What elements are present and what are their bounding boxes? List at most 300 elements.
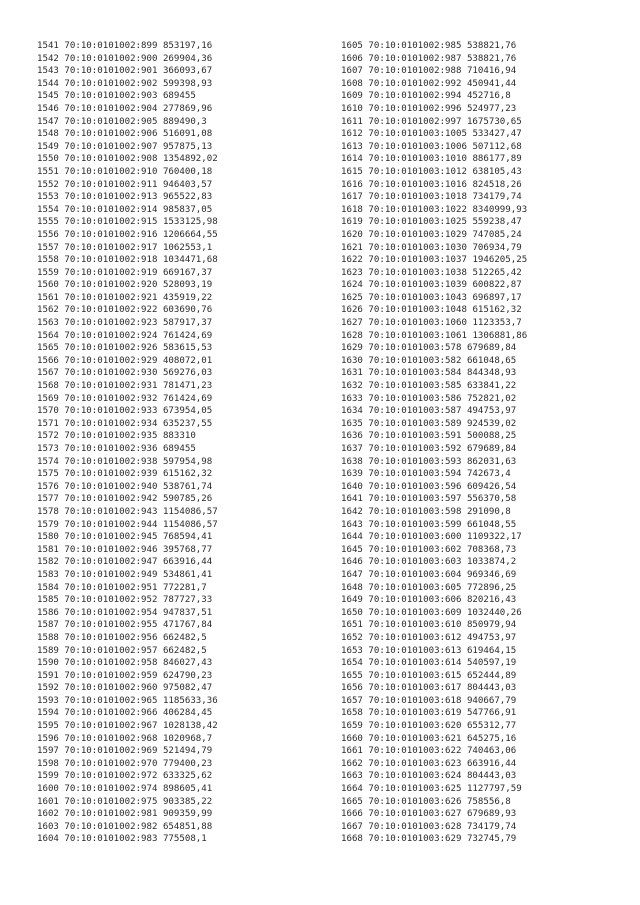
row-number: 1545 [37, 91, 59, 102]
row-number: 1614 [341, 154, 363, 165]
row-number: 1605 [341, 41, 363, 51]
table-row [37, 594, 218, 607]
cadastral-value: 507112,68 [472, 141, 522, 152]
cadastral-value: 669167,37 [162, 267, 213, 278]
table-row [341, 65, 527, 78]
row-number: 1607 [341, 66, 363, 77]
table-row [341, 569, 527, 582]
table-row [37, 204, 218, 217]
cadastral-value: 662482,5 [162, 632, 207, 643]
row-number: 1546 [37, 103, 59, 114]
cadastral-value: 645275,16 [466, 733, 517, 744]
row-number: 1584 [37, 582, 59, 593]
row-number: 1572 [37, 431, 59, 442]
cadastral-value: 824518,26 [472, 179, 522, 190]
cadastral-number: 70:10:0101002:954 [64, 607, 158, 618]
cadastral-number: 70:10:0101003:1012 [368, 166, 467, 177]
cadastral-number: 70:10:0101003:1037 [368, 255, 467, 266]
table-row [341, 833, 527, 846]
cadastral-value: 452716,8 [466, 91, 511, 102]
table-row [341, 153, 527, 166]
row-number: 1658 [341, 708, 363, 719]
cadastral-value: 760400,18 [162, 166, 213, 177]
table-row [341, 443, 527, 456]
row-number: 1649 [341, 595, 363, 606]
table-row [341, 481, 527, 494]
table-row [341, 456, 527, 469]
table-row [341, 405, 527, 418]
table-row [341, 242, 527, 255]
cadastral-value: 1028138,42 [162, 721, 218, 732]
row-number: 1596 [37, 733, 59, 744]
table-row [37, 770, 218, 783]
cadastral-number: 70:10:0101002:951 [64, 582, 158, 593]
cadastral-number: 70:10:0101003:591 [368, 431, 462, 442]
row-number: 1562 [37, 305, 59, 316]
cadastral-value: 1123353,7 [472, 318, 522, 329]
cadastral-number: 70:10:0101002:902 [64, 78, 158, 89]
cadastral-value: 1185633,36 [162, 695, 218, 706]
cadastral-number: 70:10:0101003:619 [368, 708, 462, 719]
row-number: 1647 [341, 569, 363, 580]
row-number: 1547 [37, 116, 59, 127]
cadastral-value: 862031,63 [466, 456, 517, 467]
cadastral-value: 1032440,26 [466, 607, 522, 618]
table-row [37, 141, 218, 154]
cadastral-number: 70:10:0101002:969 [64, 746, 158, 757]
cadastral-number: 70:10:0101002:910 [64, 166, 158, 177]
row-number: 1662 [341, 758, 363, 769]
row-number: 1558 [37, 255, 59, 266]
row-number: 1637 [341, 444, 363, 454]
cadastral-value: 846027,43 [162, 658, 213, 669]
table-row [341, 393, 527, 406]
row-number: 1595 [37, 721, 59, 732]
table-row [341, 582, 527, 595]
row-number: 1565 [37, 343, 59, 354]
cadastral-number: 70:10:0101002:911 [64, 179, 158, 190]
table-row [341, 141, 527, 154]
row-number: 1613 [341, 141, 363, 152]
cadastral-number: 70:10:0101002:949 [64, 569, 158, 580]
row-number: 1636 [341, 431, 363, 442]
cadastral-number: 70:10:0101002:939 [64, 469, 158, 480]
cadastral-value: 781471,23 [162, 381, 213, 392]
cadastral-value: 747085,24 [472, 229, 522, 240]
cadastral-value: 924539,02 [466, 418, 517, 429]
row-number: 1556 [37, 229, 59, 240]
row-number: 1588 [37, 632, 59, 643]
cadastral-value: 734179,74 [466, 821, 517, 832]
table-row [341, 128, 527, 141]
cadastral-value: 1020968,7 [162, 733, 213, 744]
cadastral-number: 70:10:0101002:930 [64, 368, 158, 379]
cadastral-number: 70:10:0101003:612 [368, 632, 462, 643]
cadastral-value: 689455 [162, 91, 196, 102]
table-row [341, 657, 527, 670]
cadastral-value: 662482,5 [162, 645, 207, 656]
cadastral-value: 820216,43 [466, 595, 517, 606]
table-row [341, 695, 527, 708]
cadastral-number: 70:10:0101003:609 [368, 607, 462, 618]
row-number: 1666 [341, 809, 363, 820]
table-row [37, 279, 218, 292]
row-number: 1585 [37, 595, 59, 606]
cadastral-value: 740463,06 [466, 746, 517, 757]
cadastral-number: 70:10:0101003:597 [368, 494, 462, 505]
row-number: 1544 [37, 78, 59, 89]
row-number: 1631 [341, 368, 363, 379]
table-row [37, 355, 218, 368]
row-number: 1650 [341, 607, 363, 618]
row-number: 1661 [341, 746, 363, 757]
row-number: 1542 [37, 53, 59, 64]
cadastral-number: 70:10:0101002:916 [64, 229, 158, 240]
row-number: 1623 [341, 267, 363, 278]
row-number: 1549 [37, 141, 59, 152]
row-number: 1664 [341, 784, 363, 795]
cadastral-number: 70:10:0101002:924 [64, 330, 158, 341]
table-row [341, 645, 527, 658]
table-row [341, 216, 527, 229]
cadastral-value: 804443,03 [466, 771, 517, 782]
row-number: 1616 [341, 179, 363, 190]
row-number: 1573 [37, 444, 59, 454]
row-number: 1581 [37, 544, 59, 555]
cadastral-number: 70:10:0101003:600 [368, 532, 462, 543]
table-row [37, 40, 218, 53]
row-number: 1553 [37, 192, 59, 203]
row-number: 1619 [341, 217, 363, 228]
cadastral-number: 70:10:0101002:942 [64, 494, 158, 505]
row-number: 1622 [341, 255, 363, 266]
cadastral-value: 655312,77 [466, 721, 517, 732]
table-row [37, 783, 218, 796]
table-row [37, 745, 218, 758]
table-row [37, 216, 218, 229]
cadastral-number: 70:10:0101002:972 [64, 771, 158, 782]
table-row [37, 619, 218, 632]
cadastral-value: 471767,84 [162, 620, 213, 631]
cadastral-number: 70:10:0101003:623 [368, 758, 462, 769]
cadastral-number: 70:10:0101003:582 [368, 355, 462, 366]
cadastral-number: 70:10:0101002:952 [64, 595, 158, 606]
row-number: 1548 [37, 129, 59, 140]
row-number: 1644 [341, 532, 363, 543]
table-row [341, 670, 527, 683]
table-row [341, 758, 527, 771]
cadastral-number: 70:10:0101003:584 [368, 368, 462, 379]
table-row [37, 556, 218, 569]
table-row [37, 506, 218, 519]
cadastral-number: 70:10:0101003:618 [368, 695, 462, 706]
cadastral-number: 70:10:0101002:987 [368, 53, 462, 64]
cadastral-number: 70:10:0101002:933 [64, 406, 158, 417]
cadastral-number: 70:10:0101002:985 [368, 41, 462, 51]
row-number: 1598 [37, 758, 59, 769]
table-row [37, 733, 218, 746]
cadastral-value: 1306881,86 [472, 330, 528, 341]
cadastral-number: 70:10:0101003:614 [368, 658, 462, 669]
row-number: 1560 [37, 280, 59, 291]
cadastral-number: 70:10:0101002:992 [368, 78, 462, 89]
row-number: 1654 [341, 658, 363, 669]
cadastral-number: 70:10:0101002:944 [64, 519, 158, 530]
row-number: 1601 [37, 796, 59, 807]
cadastral-value: 710416,94 [466, 66, 517, 77]
row-number: 1663 [341, 771, 363, 782]
cadastral-value: 1206664,55 [162, 229, 218, 240]
cadastral-value: 494753,97 [466, 406, 517, 417]
cadastral-number: 70:10:0101002:926 [64, 343, 158, 354]
table-row [37, 103, 218, 116]
row-number: 1569 [37, 393, 59, 404]
table-row [37, 645, 218, 658]
cadastral-value: 673954,05 [162, 406, 213, 417]
table-row [37, 254, 218, 267]
cadastral-number: 70:10:0101003:606 [368, 595, 462, 606]
table-row [341, 607, 527, 620]
table-row [341, 796, 527, 809]
row-number: 1632 [341, 381, 363, 392]
row-number: 1656 [341, 683, 363, 694]
row-number: 1594 [37, 708, 59, 719]
cadastral-number: 70:10:0101003:1060 [368, 318, 467, 329]
cadastral-value: 663916,44 [466, 758, 517, 769]
cadastral-value: 663916,44 [162, 557, 213, 568]
cadastral-value: 679689,93 [466, 809, 517, 820]
row-number: 1621 [341, 242, 363, 253]
cadastral-number: 70:10:0101002:899 [64, 41, 158, 51]
cadastral-value: 742673,4 [466, 469, 511, 480]
table-row [341, 191, 527, 204]
cadastral-value: 587917,37 [162, 318, 213, 329]
row-number: 1576 [37, 481, 59, 492]
cadastral-value: 556370,58 [466, 494, 517, 505]
cadastral-value: 583615,53 [162, 343, 213, 354]
cadastral-value: 768594,41 [162, 532, 213, 543]
row-number: 1589 [37, 645, 59, 656]
row-number: 1591 [37, 670, 59, 681]
cadastral-number: 70:10:0101002:901 [64, 66, 158, 77]
row-number: 1552 [37, 179, 59, 190]
table-row [37, 65, 218, 78]
cadastral-value: 652444,89 [466, 670, 517, 681]
cadastral-number: 70:10:0101002:921 [64, 292, 158, 303]
row-number: 1574 [37, 456, 59, 467]
table-row [341, 418, 527, 431]
cadastral-value: 559238,47 [472, 217, 522, 228]
row-number: 1651 [341, 620, 363, 631]
cadastral-number: 70:10:0101003:1022 [368, 204, 467, 215]
table-row [37, 519, 218, 532]
cadastral-value: 761424,69 [162, 330, 213, 341]
table-row [37, 53, 218, 66]
table-row [37, 707, 218, 720]
table-row [341, 556, 527, 569]
row-number: 1620 [341, 229, 363, 240]
cadastral-number: 70:10:0101002:946 [64, 544, 158, 555]
cadastral-number: 70:10:0101003:1030 [368, 242, 467, 253]
row-number: 1587 [37, 620, 59, 631]
cadastral-number: 70:10:0101002:915 [64, 217, 158, 228]
row-number: 1652 [341, 632, 363, 643]
row-number: 1638 [341, 456, 363, 467]
cadastral-value: 624790,23 [162, 670, 213, 681]
row-number: 1600 [37, 784, 59, 795]
cadastral-value: 619464,15 [466, 645, 517, 656]
cadastral-value: 889490,3 [162, 116, 207, 127]
table-row [37, 833, 218, 846]
table-row [37, 90, 218, 103]
row-number: 1602 [37, 809, 59, 820]
table-row [37, 582, 218, 595]
row-number: 1668 [341, 834, 363, 845]
cadastral-value: 366093,67 [162, 66, 213, 77]
row-number: 1610 [341, 103, 363, 114]
cadastral-number: 70:10:0101003:586 [368, 393, 462, 404]
table-row [37, 544, 218, 557]
row-number: 1628 [341, 330, 363, 341]
row-number: 1608 [341, 78, 363, 89]
cadastral-value: 965522,83 [162, 192, 213, 203]
table-row [37, 229, 218, 242]
table-row [341, 821, 527, 834]
cadastral-number: 70:10:0101002:965 [64, 695, 158, 706]
row-number: 1653 [341, 645, 363, 656]
table-row [37, 670, 218, 683]
row-number: 1582 [37, 557, 59, 568]
cadastral-number: 70:10:0101003:594 [368, 469, 462, 480]
cadastral-number: 70:10:0101003:599 [368, 519, 462, 530]
cadastral-value: 772281,7 [162, 582, 207, 593]
table-row [37, 405, 218, 418]
cadastral-value: 528093,19 [162, 280, 213, 291]
cadastral-number: 70:10:0101002:934 [64, 418, 158, 429]
cadastral-value: 940667,79 [466, 695, 517, 706]
row-number: 1603 [37, 821, 59, 832]
table-row [341, 707, 527, 720]
row-number: 1580 [37, 532, 59, 543]
cadastral-number: 70:10:0101002:938 [64, 456, 158, 467]
row-number: 1592 [37, 683, 59, 694]
row-number: 1630 [341, 355, 363, 366]
cadastral-number: 70:10:0101002:988 [368, 66, 462, 77]
cadastral-number: 70:10:0101003:602 [368, 544, 462, 555]
row-number: 1625 [341, 292, 363, 303]
row-number: 1617 [341, 192, 363, 203]
cadastral-number: 70:10:0101003:1018 [368, 192, 467, 203]
cadastral-number: 70:10:0101002:974 [64, 784, 158, 795]
row-number: 1629 [341, 343, 363, 354]
cadastral-number: 70:10:0101003:596 [368, 481, 462, 492]
cadastral-value: 534861,41 [162, 569, 213, 580]
cadastral-value: 844348,93 [466, 368, 517, 379]
cadastral-number: 70:10:0101002:982 [64, 821, 158, 832]
table-row [37, 796, 218, 809]
table-row [37, 393, 218, 406]
cadastral-value: 395768,77 [162, 544, 213, 555]
table-row [37, 78, 218, 91]
cadastral-value: 590785,26 [162, 494, 213, 505]
cadastral-number: 70:10:0101003:628 [368, 821, 462, 832]
table-row [341, 531, 527, 544]
table-row [341, 279, 527, 292]
cadastral-number: 70:10:0101003:1016 [368, 179, 467, 190]
row-number: 1575 [37, 469, 59, 480]
cadastral-number: 70:10:0101003:593 [368, 456, 462, 467]
row-number: 1609 [341, 91, 363, 102]
cadastral-value: 706934,79 [472, 242, 522, 253]
table-row [341, 254, 527, 267]
cadastral-number: 70:10:0101003:578 [368, 343, 462, 354]
table-row [341, 355, 527, 368]
cadastral-number: 70:10:0101002:968 [64, 733, 158, 744]
cadastral-value: 708368,73 [466, 544, 517, 555]
cadastral-number: 70:10:0101003:625 [368, 784, 462, 795]
row-number: 1563 [37, 318, 59, 329]
row-number: 1626 [341, 305, 363, 316]
cadastral-number: 70:10:0101003:1038 [368, 267, 467, 278]
cadastral-value: 538821,76 [466, 53, 517, 64]
table-row [341, 783, 527, 796]
cadastral-value: 853197,16 [162, 41, 213, 51]
table-row [37, 481, 218, 494]
cadastral-number: 70:10:0101002:945 [64, 532, 158, 543]
cadastral-value: 406284,45 [162, 708, 213, 719]
cadastral-number: 70:10:0101002:904 [64, 103, 158, 114]
cadastral-value: 661048,55 [466, 519, 517, 530]
cadastral-number: 70:10:0101003:1048 [368, 305, 467, 316]
table-row [37, 304, 218, 317]
cadastral-number: 70:10:0101002:958 [64, 658, 158, 669]
cadastral-number: 70:10:0101002:931 [64, 381, 158, 392]
cadastral-number: 70:10:0101002:947 [64, 557, 158, 568]
row-number: 1555 [37, 217, 59, 228]
cadastral-number: 70:10:0101002:975 [64, 796, 158, 807]
row-number: 1568 [37, 381, 59, 392]
cadastral-number: 70:10:0101002:943 [64, 506, 158, 517]
cadastral-value: 600822,87 [472, 280, 522, 291]
cadastral-number: 70:10:0101002:981 [64, 809, 158, 820]
table-row [37, 456, 218, 469]
cadastral-value: 603690,76 [162, 305, 213, 316]
row-number: 1648 [341, 582, 363, 593]
cadastral-number: 70:10:0101003:624 [368, 771, 462, 782]
table-row [341, 720, 527, 733]
cadastral-value: 758556,8 [466, 796, 511, 807]
cadastral-value: 975082,47 [162, 683, 213, 694]
cadastral-value: 569276,03 [162, 368, 213, 379]
table-row [37, 758, 218, 771]
table-row [341, 808, 527, 821]
table-row [341, 304, 527, 317]
table-row [37, 342, 218, 355]
table-row [37, 242, 218, 255]
cadastral-number: 70:10:0101002:935 [64, 431, 158, 442]
cadastral-value: 1154086,57 [162, 506, 218, 517]
cadastral-value: 775508,1 [162, 834, 207, 845]
cadastral-value: 1354892,02 [162, 154, 218, 165]
row-number: 1645 [341, 544, 363, 555]
cadastral-value: 947837,51 [162, 607, 213, 618]
cadastral-value: 615162,32 [162, 469, 213, 480]
row-number: 1618 [341, 204, 363, 215]
cadastral-number: 70:10:0101002:960 [64, 683, 158, 694]
cadastral-number: 70:10:0101002:913 [64, 192, 158, 203]
table-row [341, 317, 527, 330]
cadastral-number: 70:10:0101003:1006 [368, 141, 467, 152]
